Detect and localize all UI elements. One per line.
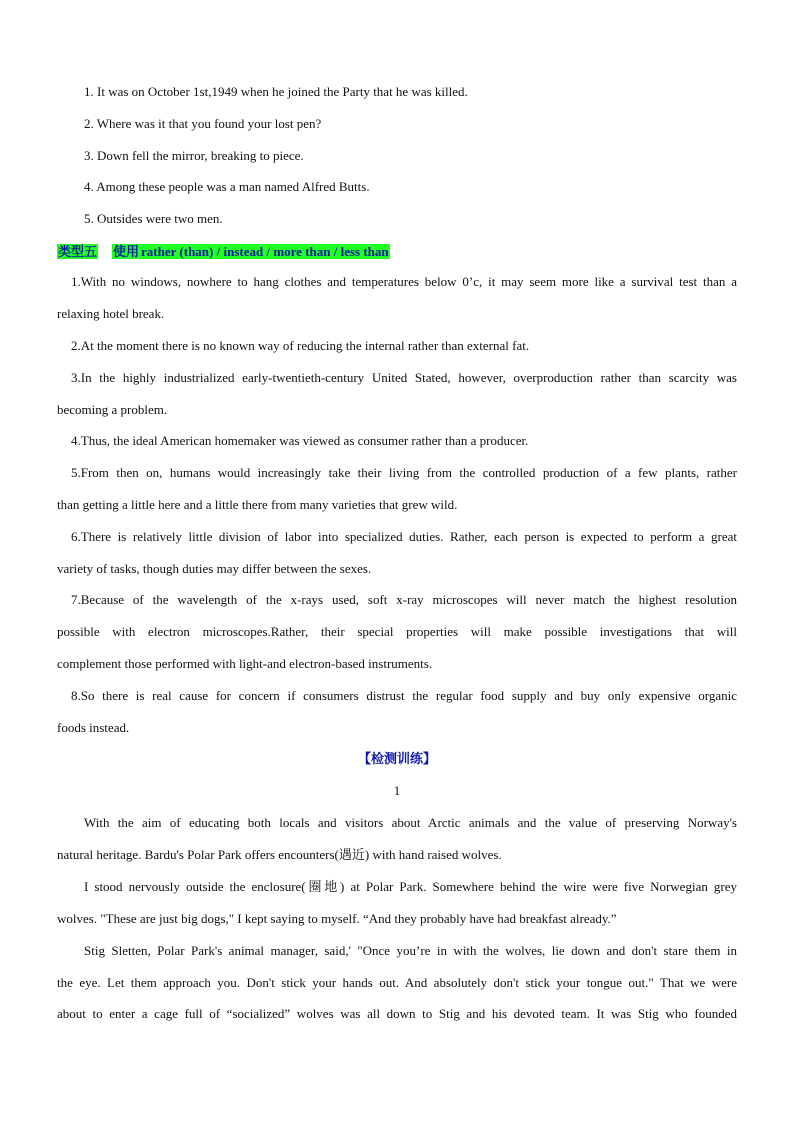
example-8-line-1: 8.So there is real cause for concern if consumers distrust the regular food supply and buy only expensive organic — [71, 688, 737, 703]
passage-p2-line-1: I stood nervously outside the enclosure(圈地) at Polar Park. Somewhere behind the wire were five Norwegian grey — [84, 879, 737, 894]
example-3-line-1: 3.In the highly industrialized early-twentieth-century United Stated, however, overproduction rather than scarcity was — [71, 370, 737, 385]
list-item-3: 3. Down fell the mirror, breaking to piece. — [84, 148, 304, 163]
heading-part-type: 类型五 — [58, 244, 98, 259]
example-2: 2.At the moment there is no known way of reducing the internal rather than external fat. — [71, 338, 530, 353]
passage-p3-line-3: about to enter a cage full of “socialized” wolves was all down to Stig and his devoted team. It was Stig who founded — [57, 1006, 737, 1021]
example-1-line-2: relaxing hotel break. — [57, 306, 165, 321]
example-4: 4.Thus, the ideal American homemaker was viewed as consumer rather than a producer. — [71, 433, 529, 448]
example-3-line-2: becoming a problem. — [57, 402, 168, 417]
example-7-line-3: complement those performed with light-and electron-based instruments. — [57, 656, 433, 671]
list-item-4: 4. Among these people was a man named Alfred Butts. — [84, 179, 370, 194]
example-7-line-2: possible with electron microscopes.Rather, their special properties will make possible investigations that will — [57, 624, 737, 639]
passage-p3-line-1: Stig Sletten, Polar Park's animal manager, said,' "Once you’re in with the wolves, lie down and don't stare them in — [84, 943, 737, 958]
example-7-line-1: 7.Because of the wavelength of the x-rays used, soft x-ray microscopes will never match the highest resolution — [71, 592, 737, 607]
heading-part-use: 使用 — [113, 244, 140, 259]
example-5-line-2: than getting a little here and a little there from many varieties that grew wild. — [57, 497, 458, 512]
passage-number: 1 — [393, 783, 401, 798]
list-item-5: 5. Outsides were two men. — [84, 211, 223, 226]
passage-p2-line-2: wolves. "These are just big dogs," I kept saying to myself. “And they probably have had breakfast already.” — [57, 911, 617, 926]
section-title: 【检测训练】 — [357, 751, 436, 766]
section-heading-type5 — [57, 243, 390, 261]
example-1-line-1: 1.With no windows, nowhere to hang clothes and temperatures below 0’c, it may seem more like a survival test than a — [71, 274, 737, 289]
passage-p3-line-2: the eye. Let them approach you. Don't stick your hands out. And absolutely don't stick your tongue out." That we were — [57, 975, 737, 990]
example-8-line-2: foods instead. — [57, 720, 130, 735]
passage-p1-line-1: With the aim of educating both locals and visitors about Arctic animals and the value of preserving Norway's — [84, 815, 737, 830]
example-6-line-2: variety of tasks, though duties may differ between the sexes. — [57, 561, 372, 576]
example-5-line-1: 5.From then on, humans would increasingly take their living from the controlled production of a few plants, rather — [71, 465, 737, 480]
passage-p1-line-2: natural heritage. Bardu's Polar Park offers encounters(遇近) with hand raised wolves. — [57, 847, 502, 862]
list-item-2: 2. Where was it that you found your lost pen? — [84, 116, 322, 131]
list-item-1: 1. It was on October 1st,1949 when he joined the Party that he was killed. — [84, 84, 468, 99]
example-6-line-1: 6.There is relatively little division of labor into specialized duties. Rather, each person is expected to perform a great — [71, 529, 737, 544]
heading-part-phrases: rather (than) / instead / more than / less than — [141, 244, 389, 259]
